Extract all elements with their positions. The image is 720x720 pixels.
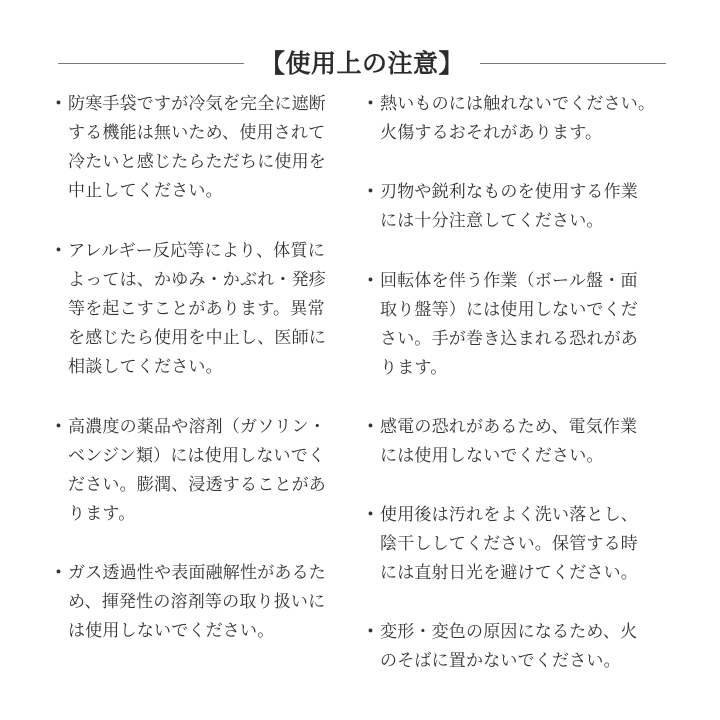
- bullet-marker: ・: [362, 271, 379, 291]
- bullet-marker: ・: [362, 417, 379, 437]
- bullet-marker: ・: [50, 94, 67, 114]
- caution-text-line: 冷たいと感じたらただちに使用を: [68, 152, 326, 172]
- caution-text-line: ります。: [380, 358, 448, 378]
- caution-text-line: 取り盤等）には使用しないでくだ: [380, 300, 638, 320]
- caution-item: [50, 559, 362, 646]
- caution-text-line: 陰干ししてください。保管する時: [380, 534, 638, 554]
- caution-item: [50, 90, 362, 206]
- bullet-marker: ・: [362, 505, 379, 525]
- caution-text-line: には使用しないでください。: [380, 446, 604, 466]
- caution-text-line: 感電の恐れがあるため、電気作業: [380, 417, 638, 437]
- caution-text-line: を感じたら使用を中止し、医師に: [68, 328, 326, 348]
- caution-text-line: 回転体を伴う作業（ボール盤・面: [380, 271, 638, 291]
- section-header: [0, 44, 720, 84]
- caution-text-line: ガス透過性や表面融解性があるた: [68, 563, 326, 583]
- bullet-marker: ・: [50, 417, 67, 437]
- caution-text-line: よっては、かゆみ・かぶれ・発疹: [68, 270, 326, 290]
- caution-item: [362, 267, 682, 383]
- caution-text-line: 変形・変色の原因になるため、火: [380, 622, 638, 642]
- caution-text-line: には直射日光を避けてください。: [380, 563, 638, 583]
- caution-text-line: 高濃度の薬品や溶剤（ガソリン・: [68, 417, 326, 437]
- caution-text-line: には十分注意してください。: [380, 211, 604, 231]
- caution-text-line: 熱いものには触れないでください。: [380, 94, 656, 114]
- bullet-marker: ・: [50, 241, 67, 261]
- caution-text-line: 防寒手袋ですが冷気を完全に遮断: [68, 94, 326, 114]
- bullet-marker: ・: [362, 94, 379, 114]
- caution-item: [362, 618, 682, 676]
- header-rule-right: [480, 63, 666, 64]
- caution-text-line: 相談してください。: [68, 357, 223, 377]
- caution-item: [50, 237, 362, 382]
- caution-item: [362, 90, 682, 148]
- caution-text-line: は使用しないでください。: [68, 621, 275, 641]
- caution-text-line: 火傷するおそれがあります。: [380, 123, 603, 143]
- bullet-marker: ・: [362, 622, 379, 642]
- caution-text-line: 刃物や鋭利なものを使用する作業: [380, 182, 638, 202]
- caution-text-line: ださい。膨潤、浸透することがあ: [68, 475, 326, 495]
- caution-text-line: のそばに置かないでください。: [380, 651, 621, 671]
- caution-text-line: 等を起こすことがあります。異常: [68, 299, 325, 319]
- caution-item: [362, 413, 682, 471]
- caution-text-line: 使用後は汚れをよく洗い落とし、: [380, 505, 638, 525]
- caution-text-line: ります。: [68, 504, 136, 524]
- caution-text-line: め、揮発性の溶剤等の取り扱いに: [68, 592, 326, 612]
- caution-text-line: する機能は無いため、使用されて: [68, 123, 326, 143]
- caution-text-line: さい。手が巻き込まれる恐れがあ: [380, 329, 638, 349]
- caution-item: [362, 501, 682, 588]
- header-rule-left: [58, 63, 244, 64]
- caution-item: [50, 413, 362, 529]
- bullet-marker: ・: [362, 182, 379, 202]
- caution-text-line: アレルギー反応等により、体質に: [68, 241, 325, 261]
- caution-text-line: 中止してください。: [68, 181, 223, 201]
- page-title: 【使用上の注意】: [259, 49, 464, 78]
- caution-item: [362, 178, 682, 236]
- bullet-marker: ・: [50, 563, 67, 583]
- caution-text-line: ベンジン類）には使用しないでく: [68, 446, 326, 466]
